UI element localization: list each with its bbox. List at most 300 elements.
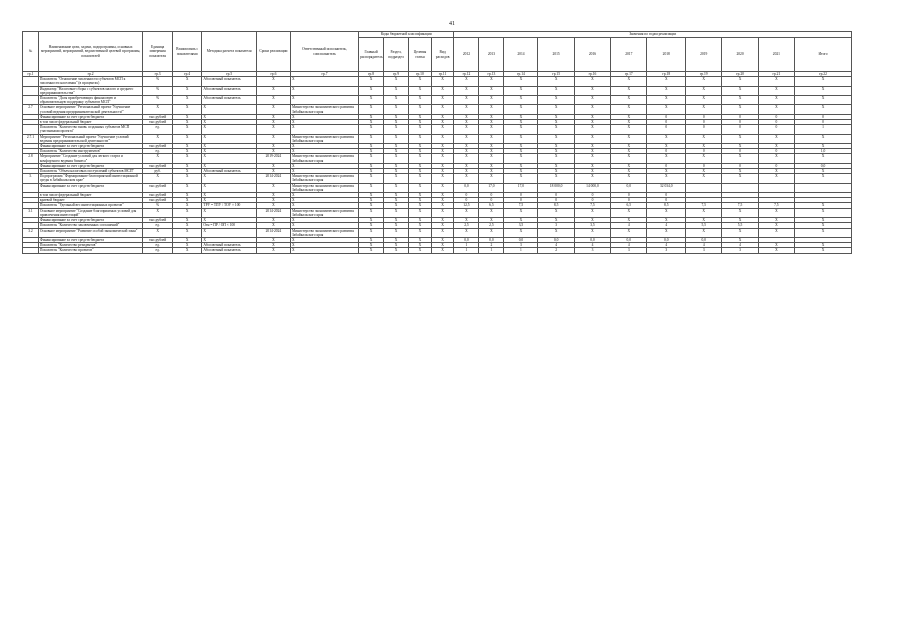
table-cell: X: [409, 237, 432, 242]
table-cell: X: [290, 163, 358, 168]
table-cell: 0: [686, 163, 722, 168]
table-cell: X: [143, 174, 173, 183]
table-cell: [23, 248, 39, 253]
table-cell: X: [384, 105, 409, 114]
table-cell: X: [722, 105, 758, 114]
table-cell: X: [454, 169, 479, 174]
table-cell: X: [574, 154, 610, 163]
table-cell: X: [172, 114, 202, 119]
table-cell: X: [172, 120, 202, 125]
table-cell: Мероприятие "Создание условий для легкого старта и комфортного ведения бизнеса": [38, 154, 142, 163]
table-cell: X: [290, 96, 358, 105]
table-cell: 1: [454, 248, 479, 253]
table-cell: X: [795, 243, 852, 248]
table-cell: X: [504, 134, 538, 143]
table-row: [23, 96, 852, 105]
col-header: 2012: [454, 38, 479, 72]
table-cell: X: [795, 134, 852, 143]
table-cell: 2019-2024: [256, 154, 290, 163]
table-cell: X: [647, 77, 686, 86]
table-cell: X: [454, 149, 479, 154]
table-cell: X: [172, 198, 202, 203]
table-cell: X: [409, 203, 432, 208]
table-cell: X: [409, 174, 432, 183]
table-cell: X: [538, 125, 574, 134]
table-cell: X: [454, 96, 479, 105]
table-cell: X: [359, 96, 384, 105]
table-cell: X: [504, 114, 538, 119]
table-cell: X: [647, 218, 686, 223]
table-cell: 3,5: [574, 223, 610, 228]
table-cell: 2014-2024: [256, 228, 290, 237]
table-cell: 2.7.1: [23, 134, 39, 143]
col-number: гр.8: [359, 72, 384, 77]
table-cell: X: [359, 154, 384, 163]
table-cell: X: [758, 105, 794, 114]
table-cell: X: [574, 169, 610, 174]
table-cell: в том числе федеральный бюджет: [38, 193, 142, 198]
table-cell: X: [795, 174, 852, 183]
table-cell: X: [202, 198, 257, 203]
table-cell: Показатель "Количество резидентов": [38, 243, 142, 248]
table-cell: X: [574, 77, 610, 86]
table-cell: X: [722, 169, 758, 174]
table-cell: Показатель "Количество инструментов": [38, 149, 142, 154]
table-cell: X: [409, 218, 432, 223]
table-cell: X: [647, 228, 686, 237]
table-cell: X: [504, 144, 538, 149]
table-cell: 0: [795, 120, 852, 125]
col-header: Наименование цели, задачи, подпрограммы, основных мероприятий, мероприятий, ведомственной целевой программы, показателей: [38, 32, 142, 72]
table-cell: X: [795, 169, 852, 174]
table-cell: X: [479, 149, 504, 154]
table-row: [23, 134, 852, 143]
table-cell: Показатель "Отношение численности субъектов МСП к численности населения" (в процентах): [38, 77, 142, 86]
table-cell: 5,5: [686, 223, 722, 228]
table-cell: 0,0: [538, 237, 574, 242]
table-cell: 6,5: [479, 203, 504, 208]
table-cell: 2,5: [479, 223, 504, 228]
table-cell: X: [574, 174, 610, 183]
table-cell: X: [384, 223, 409, 228]
table-cell: X: [409, 134, 432, 143]
col-header: №: [23, 32, 39, 72]
table-cell: X: [758, 208, 794, 217]
table-cell: X: [409, 105, 432, 114]
col-header: Целевая статья: [409, 38, 432, 72]
table-cell: X: [359, 134, 384, 143]
table-cell: Индикатор "Налоговые сборы с субъектов малого и среднего предпринимательства": [38, 86, 142, 95]
table-row: [23, 86, 852, 95]
col-number: гр.12: [454, 72, 479, 77]
table-cell: X: [431, 125, 454, 134]
table-cell: X: [256, 237, 290, 242]
table-cell: 2014-2024: [256, 208, 290, 217]
table-cell: X: [409, 208, 432, 217]
table-cell: 3.: [23, 174, 39, 183]
table-cell: X: [172, 223, 202, 228]
table-cell: X: [611, 169, 647, 174]
table-cell: 2: [538, 248, 574, 253]
table-cell: 1: [479, 248, 504, 253]
table-cell: X: [202, 134, 257, 143]
table-cell: X: [202, 154, 257, 163]
table-cell: X: [384, 77, 409, 86]
table-cell: X: [504, 125, 538, 134]
col-number: гр.22: [795, 72, 852, 77]
table-cell: X: [384, 243, 409, 248]
table-cell: Подпрограмма "Формирование благоприятной инвестиционной среды в Забайкальском крае": [38, 174, 142, 183]
table-cell: X: [202, 114, 257, 119]
col-number: гр.9: [384, 72, 409, 77]
table-cell: 3.1: [23, 208, 39, 217]
table-cell: X: [454, 86, 479, 95]
table-cell: %: [143, 77, 173, 86]
table-cell: X: [359, 208, 384, 217]
col-number: гр.19: [686, 72, 722, 77]
table-cell: X: [431, 114, 454, 119]
table-cell: X: [359, 248, 384, 253]
table-cell: X: [611, 163, 647, 168]
table-cell: X: [454, 154, 479, 163]
table-cell: X: [647, 144, 686, 149]
table-cell: тыс.рублей: [143, 237, 173, 242]
table-cell: X: [611, 105, 647, 114]
col-header: 2019: [686, 38, 722, 72]
table-cell: X: [384, 134, 409, 143]
table-cell: X: [647, 154, 686, 163]
table-cell: X: [722, 228, 758, 237]
table-cell: 1,0: [795, 149, 852, 154]
table-cell: X: [686, 228, 722, 237]
table-cell: X: [431, 248, 454, 253]
table-cell: X: [538, 86, 574, 95]
table-cell: X: [611, 96, 647, 105]
table-cell: X: [611, 228, 647, 237]
table-cell: X: [409, 154, 432, 163]
table-cell: X: [538, 169, 574, 174]
table-cell: X: [538, 120, 574, 125]
table-cell: X: [431, 208, 454, 217]
table-cell: X: [479, 96, 504, 105]
table-cell: X: [143, 105, 173, 114]
col-header: Итого: [795, 38, 852, 72]
table-cell: X: [538, 154, 574, 163]
table-cell: 0,0: [454, 237, 479, 242]
col-number: гр.13: [479, 72, 504, 77]
table-cell: руб.: [143, 169, 173, 174]
table-cell: X: [409, 114, 432, 119]
table-cell: 0: [758, 114, 794, 119]
table-cell: X: [384, 208, 409, 217]
table-cell: 0: [647, 198, 686, 203]
table-cell: Министерство экономического развития Забайкальского края: [290, 208, 358, 217]
table-cell: 0: [454, 198, 479, 203]
table-cell: 0: [722, 125, 758, 134]
table-cell: X: [611, 114, 647, 119]
table-cell: X: [758, 77, 794, 86]
table-cell: X: [686, 174, 722, 183]
table-cell: X: [256, 163, 290, 168]
table-row: [23, 125, 852, 134]
table-cell: X: [611, 125, 647, 134]
table-cell: X: [409, 228, 432, 237]
table-cell: X: [611, 154, 647, 163]
table-cell: 32 034,0: [647, 183, 686, 192]
table-cell: X: [574, 114, 610, 119]
table-cell: X: [647, 169, 686, 174]
table-row: [23, 105, 852, 114]
table-cell: X: [256, 77, 290, 86]
table-cell: X: [758, 174, 794, 183]
table-cell: X: [795, 154, 852, 163]
table-cell: X: [454, 120, 479, 125]
table-cell: X: [202, 125, 257, 134]
table-cell: X: [574, 125, 610, 134]
table-cell: X: [758, 243, 794, 248]
table-cell: X: [454, 134, 479, 143]
table-cell: Показатель "Количество заключенных соглашений": [38, 223, 142, 228]
table-cell: X: [504, 228, 538, 237]
table-cell: 0: [722, 149, 758, 154]
table-cell: X: [574, 120, 610, 125]
col-number: гр.1: [23, 72, 39, 77]
table-cell: X: [431, 193, 454, 198]
table-cell: 0: [686, 120, 722, 125]
table-cell: X: [290, 243, 358, 248]
table-cell: X: [172, 96, 202, 105]
table-cell: X: [431, 218, 454, 223]
table-cell: X: [143, 228, 173, 237]
table-cell: X: [256, 198, 290, 203]
col-number: гр.21: [758, 72, 794, 77]
table-cell: 2: [479, 243, 504, 248]
table-cell: X: [290, 86, 358, 95]
table-cell: X: [454, 228, 479, 237]
table-cell: 3: [647, 248, 686, 253]
table-cell: X: [359, 144, 384, 149]
table-cell: 0: [538, 193, 574, 198]
table-cell: X: [172, 125, 202, 134]
table-cell: 3: [722, 248, 758, 253]
table-cell: Основное мероприятие "Региональный проект 'Улучшение условий ведения предпринимательской деятельности'": [38, 105, 142, 114]
table-cell: X: [409, 169, 432, 174]
table-cell: X: [431, 105, 454, 114]
table-cell: X: [611, 134, 647, 143]
table-cell: 8,5: [647, 203, 686, 208]
table-cell: X: [611, 174, 647, 183]
table-cell: X: [538, 218, 574, 223]
table-cell: X: [574, 208, 610, 217]
table-cell: Показатель "Удельный вес инвестиционных проектов": [38, 203, 142, 208]
table-cell: X: [172, 86, 202, 95]
table-cell: X: [504, 208, 538, 217]
table-cell: X: [722, 96, 758, 105]
table-cell: X: [409, 223, 432, 228]
table-cell: Министерство экономического развития Забайкальского края: [290, 228, 358, 237]
table-cell: 12,5: [454, 203, 479, 208]
table-cell: X: [686, 86, 722, 95]
table-cell: Министерство экономического развития Забайкальского края: [290, 183, 358, 192]
table-cell: X: [479, 105, 504, 114]
table-cell: 0: [611, 198, 647, 203]
table-cell: Абсолютный показатель: [202, 96, 257, 105]
table-cell: X: [384, 174, 409, 183]
col-header: 2016: [574, 38, 610, 72]
table-cell: X: [538, 228, 574, 237]
table-cell: 0: [686, 125, 722, 134]
table-cell: X: [795, 105, 852, 114]
table-cell: 4: [647, 223, 686, 228]
col-number: гр.3: [143, 72, 173, 77]
table-cell: X: [202, 208, 257, 217]
table-cell: X: [758, 144, 794, 149]
table-cell: X: [384, 248, 409, 253]
table-cell: %: [143, 86, 173, 95]
table-cell: 0: [611, 193, 647, 198]
table-cell: 0,0: [611, 237, 647, 242]
table-cell: X: [504, 174, 538, 183]
table-cell: 1: [795, 125, 852, 134]
table-cell: X: [409, 193, 432, 198]
table-cell: X: [686, 154, 722, 163]
table-cell: X: [611, 144, 647, 149]
table-cell: X: [574, 228, 610, 237]
table-cell: X: [290, 125, 358, 134]
col-number: гр.4: [172, 72, 202, 77]
table-cell: X: [722, 154, 758, 163]
table-cell: [758, 183, 794, 192]
table-cell: 0: [647, 163, 686, 168]
table-cell: 3: [611, 248, 647, 253]
table-cell: X: [359, 77, 384, 86]
table-cell: X: [384, 96, 409, 105]
table-cell: 0: [722, 163, 758, 168]
col-header: 2014: [504, 38, 538, 72]
table-cell: X: [359, 149, 384, 154]
table-cell: 3: [574, 248, 610, 253]
col-header: 2021: [758, 38, 794, 72]
col-number: гр.18: [647, 72, 686, 77]
table-cell: 4: [611, 223, 647, 228]
table-cell: X: [384, 198, 409, 203]
table-cell: 0: [647, 149, 686, 154]
table-cell: X: [479, 114, 504, 119]
table-cell: X: [795, 228, 852, 237]
table-cell: X: [202, 105, 257, 114]
table-cell: X: [384, 193, 409, 198]
table-cell: X: [359, 86, 384, 95]
col-number: гр.16: [574, 72, 610, 77]
table-cell: X: [256, 203, 290, 208]
table-cell: X: [172, 203, 202, 208]
col-header: Сроки реализации: [256, 32, 290, 72]
table-cell: X: [574, 105, 610, 114]
table-cell: X: [256, 218, 290, 223]
table-cell: X: [202, 174, 257, 183]
table-cell: X: [722, 237, 758, 242]
table-cell: X: [409, 125, 432, 134]
table-cell: 2014-2024: [256, 174, 290, 183]
group-header-values: Значения по годам реализации: [454, 32, 852, 38]
table-cell: X: [504, 169, 538, 174]
table-cell: 3,5: [504, 223, 538, 228]
table-cell: X: [722, 174, 758, 183]
table-cell: X: [431, 169, 454, 174]
table-cell: X: [722, 144, 758, 149]
table-cell: 0,0: [647, 237, 686, 242]
table-cell: 0,0: [504, 237, 538, 242]
table-cell: X: [384, 183, 409, 192]
table-cell: X: [479, 154, 504, 163]
table-cell: краевой бюджет: [38, 198, 142, 203]
table-cell: X: [647, 208, 686, 217]
table-cell: X: [431, 154, 454, 163]
table-cell: 7,5: [722, 203, 758, 208]
table-cell: X: [409, 149, 432, 154]
table-cell: 6,5: [611, 203, 647, 208]
table-cell: 0: [647, 120, 686, 125]
table-cell: Финансирование за счет средств бюджета: [38, 183, 142, 192]
table-cell: X: [431, 77, 454, 86]
table-cell: X: [647, 105, 686, 114]
table-cell: X: [172, 154, 202, 163]
table-cell: X: [758, 169, 794, 174]
table-cell: 18 000,0: [538, 183, 574, 192]
table-cell: X: [202, 183, 257, 192]
table-cell: X: [611, 208, 647, 217]
table-row: [23, 174, 852, 183]
table-cell: X: [504, 77, 538, 86]
table-cell: X: [172, 134, 202, 143]
table-cell: X: [795, 218, 852, 223]
table-cell: X: [359, 228, 384, 237]
col-number: гр.20: [722, 72, 758, 77]
table-cell: 3: [686, 248, 722, 253]
table-cell: X: [256, 105, 290, 114]
col-header: 2017: [611, 38, 647, 72]
table-cell: 0: [647, 125, 686, 134]
table-cell: [23, 86, 39, 95]
table-cell: X: [290, 149, 358, 154]
table-cell: X: [479, 174, 504, 183]
table-cell: X: [479, 169, 504, 174]
table-cell: X: [409, 77, 432, 86]
table-cell: ед.: [143, 149, 173, 154]
table-cell: X: [431, 243, 454, 248]
table-cell: Министерство экономического развития Забайкальского края: [290, 154, 358, 163]
table-cell: 0: [574, 193, 610, 198]
table-row: [23, 77, 852, 86]
table-cell: Министерство экономического развития Забайкальского края: [290, 134, 358, 143]
table-row: [23, 228, 852, 237]
col-header: Методика расчета показателя: [202, 32, 257, 72]
table-cell: X: [574, 134, 610, 143]
table-cell: Абсолютный показатель: [202, 248, 257, 253]
table-cell: X: [454, 163, 479, 168]
table-cell: X: [538, 208, 574, 217]
table-cell: X: [611, 77, 647, 86]
table-cell: X: [359, 198, 384, 203]
table-cell: 17,0: [504, 183, 538, 192]
table-cell: Показатель "Количество проектов": [38, 248, 142, 253]
table-cell: X: [431, 120, 454, 125]
table-cell: X: [758, 134, 794, 143]
table-cell: 0,0: [574, 237, 610, 242]
table-cell: X: [384, 228, 409, 237]
table-cell: X: [431, 237, 454, 242]
table-cell: X: [538, 149, 574, 154]
